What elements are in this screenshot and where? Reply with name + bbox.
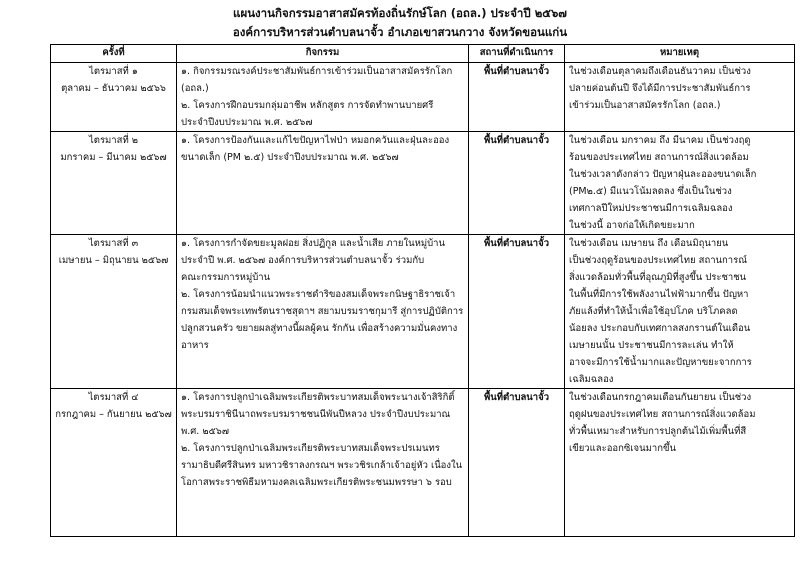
remarks-line: ในพื้นที่มีการใช้พลังงานไฟฟ้ามากขึ้น ปัญหา <box>569 289 749 300</box>
remarks-line: สิ่งแวดล้อมทั่วพื้นที่อุณภูมิที่สูงขึ้น ประชาชน <box>569 272 747 283</box>
remarks-line: ในช่วงเดือน มกราคม ถึง มีนาคม เป็นช่วงฤดู <box>569 135 751 146</box>
remarks-cell <box>565 389 795 537</box>
document-subtitle: องค์การบริหารส่วนตำบลนาจั้ว อำเภอเขาสวนกวาง จังหวัดขอนแก่น <box>232 25 568 39</box>
activity-cell <box>177 235 469 389</box>
activity-line: ๑. กิจกรรมรณรงค์ประชาสัมพันธ์การเข้าร่วมเป็นอาสาสมัครรักโลก <box>181 66 453 77</box>
quarter-label: ไตรมาสที่ ๔ <box>88 392 139 403</box>
activity-line: พ.ศ. ๒๕๖๗ <box>181 426 229 437</box>
remarks-cell <box>565 132 795 235</box>
activity-line: คณะกรรมการหมู่บ้าน <box>181 272 271 283</box>
remarks-line: อาจจะมีการใช้น้ำมากและปัญหาขยะจากการ <box>569 357 752 368</box>
place-text: พื้นที่ตำบลนาจั้ว <box>483 135 550 146</box>
activity-line: (อถล.) <box>181 83 209 94</box>
table-row <box>51 63 795 132</box>
remarks-line: ฤดูฝนของประเทศไทย สถานการณ์สิ่งแวดล้อม <box>569 409 756 420</box>
activity-plan-table <box>50 44 795 537</box>
quarter-period: มกราคม – มีนาคม ๒๕๖๗ <box>60 152 167 163</box>
remarks-line: ในช่วงเดือนกรกฎาคมเดือนกันยายน เป็นช่วง <box>569 392 752 403</box>
table-row <box>51 235 795 389</box>
remarks-line: ในช่วงเดือน เมษายน ถึง เดือนมิถุนายน <box>569 238 729 249</box>
activity-line: ๑. โครงการป้องกันและแก้ไขปัญหาไฟป่า หมอกควันและฝุ่นละออง <box>181 135 450 146</box>
remarks-cell <box>565 63 795 132</box>
remarks-line: เมษายนนั้น ประชาชนมีการละเล่น ทำให้ <box>569 340 734 351</box>
activity-line: ๒. โครงการฝึกอบรมกลุ่มอาชีพ หลักสูตร การจัดทำพานบายศรี <box>181 100 434 111</box>
activity-line: ประจำปีงบประมาณ พ.ศ. ๒๕๖๗ <box>181 117 313 128</box>
quarter-cell <box>51 235 177 389</box>
remarks-line: ในช่วงนี้ อาจก่อให้เกิดขยะมาก <box>569 220 695 231</box>
document-title: แผนงานกิจกรรมอาสาสมัครท้องถิ่นรักษ์โลก (อถล.) ประจำปี ๒๕๖๗ <box>233 6 567 20</box>
remarks-line: น้อยลง ประกอบกับเทศกาลสงกรานต์ในเดือน <box>569 323 751 334</box>
remarks-line: ภัยแล้งที่ทำให้น้ำเพื่อใช้อุปโภค บริโภคลด <box>569 306 738 317</box>
quarter-label: ไตรมาสที่ ๒ <box>89 135 138 146</box>
place-text: พื้นที่ตำบลนาจั้ว <box>483 238 550 249</box>
table-row <box>51 132 795 235</box>
quarter-label: ไตรมาสที่ ๑ <box>89 66 138 77</box>
remarks-line: เฉลิมฉลอง <box>569 374 614 385</box>
activity-line: ๑. โครงการปลูกป่าเฉลิมพระเกียรติพระบาทสมเด็จพระนางเจ้าสิริกิติ์ <box>181 392 455 403</box>
remarks-line: ปลายค่อนต้นปี จึงได้มีการประชาสัมพันธ์การ <box>569 83 751 94</box>
activity-line: ปลูกสวนครัว ขยายผลสู่ทางนี้ผลผู้คน รักกัน เพื่อสร้างความมั่นคงทาง <box>181 323 458 334</box>
place-cell <box>469 63 565 132</box>
remarks-line: ในช่วงเวลาดังกล่าว ปัญหาฝุ่นละอองขนาดเล็ก <box>569 169 757 180</box>
column-header-activity: กิจกรรม <box>177 45 469 63</box>
quarter-period: กรกฎาคม – กันยายน ๒๕๖๗ <box>55 409 172 420</box>
activity-line: ๑. โครงการกำจัดขยะมูลฝอย สิ่งปฏิกูล และน้ำเสีย ภายในหมู่บ้าน <box>181 238 446 249</box>
activity-line: ขนาดเล็ก (PM ๒.๕) ประจำปีงบประมาณ พ.ศ. ๒๕๖๗ <box>181 152 399 163</box>
activity-line: โอกาสพระราชพิธีมหามงคลเฉลิมพระเกียรติพระชนมพรรษา ๖ รอบ <box>181 477 452 488</box>
quarter-cell <box>51 63 177 132</box>
remarks-line: ทั่วพื้นเหมาะสำหรับการปลูกต้นไม้เพิ่มพื้นที่สี <box>569 426 747 437</box>
activity-line: กรมสมเด็จพระเทพรัตนราชสุดาฯ สยามบรมราชกุมารี สู่การปฏิบัติการ <box>181 306 464 317</box>
remarks-line: เทศกาลปีใหม่ประชาชนมีการเฉลิมฉลอง <box>569 203 733 214</box>
place-text: พื้นที่ตำบลนาจั้ว <box>483 392 550 403</box>
column-header-place: สถานที่ดำเนินการ <box>469 45 565 63</box>
activity-line: อาหาร <box>181 340 209 351</box>
place-cell <box>469 235 565 389</box>
remarks-line: เข้าร่วมเป็นอาสาสมัครรักโลก (อถล.) <box>569 100 721 111</box>
remarks-line: ในช่วงเดือนตุลาคมถึงเดือนธันวาคม เป็นช่วง <box>569 66 751 77</box>
table-body <box>51 63 795 537</box>
remarks-line: (PM๒.๕) มีแนวโน้มลดลง ซึ่งเป็นในช่วง <box>569 186 732 197</box>
table-header-row <box>51 45 795 63</box>
quarter-cell <box>51 132 177 235</box>
column-header-term: ครั้งที่ <box>51 45 177 63</box>
table-row <box>51 389 795 537</box>
remarks-line: ร้อนของประเทศไทย สถานการณ์สิ่งแวดล้อม <box>569 152 749 163</box>
activity-cell <box>177 132 469 235</box>
activity-line: รามาธิบดีศรีสินทร มหาวชิราลงกรณฯ พระวชิรเกล้าเจ้าอยู่หัว เนื่องใน <box>181 460 463 471</box>
activity-cell <box>177 389 469 537</box>
activity-cell <box>177 63 469 132</box>
place-cell <box>469 389 565 537</box>
place-text: พื้นที่ตำบลนาจั้ว <box>483 66 550 77</box>
activity-line: พระบรมราชินีนาถพระบรมราชชนนีพันปีหลวง ประจำปีงบประมาณ <box>181 409 451 420</box>
activity-line: ประจำปี พ.ศ. ๒๕๖๗ องค์การบริหารส่วนตำบลนาจั้ว ร่วมกับ <box>181 255 425 266</box>
quarter-period: ตุลาคม – ธันวาคม ๒๕๖๖ <box>61 83 166 94</box>
column-header-remarks: หมายเหตุ <box>565 45 795 63</box>
quarter-label: ไตรมาสที่ ๓ <box>88 238 139 249</box>
remarks-cell <box>565 235 795 389</box>
activity-line: ๒. โครงการน้อมนำแนวพระราชดำริของสมเด็จพระกนิษฐาธิราชเจ้า <box>181 289 456 300</box>
activity-line: ๒. โครงการปลูกป่าเฉลิมพระเกียรติพระบาทสมเด็จพระปรเมนทร <box>181 443 440 454</box>
place-cell <box>469 132 565 235</box>
remarks-line: เขียวและออกซิเจนมากขึ้น <box>569 443 676 454</box>
quarter-period: เมษายน – มิถุนายน ๒๕๖๗ <box>58 255 169 266</box>
remarks-line: เป็นช่วงฤดูร้อนของประเทศไทย สถานการณ์ <box>569 255 748 266</box>
quarter-cell <box>51 389 177 537</box>
